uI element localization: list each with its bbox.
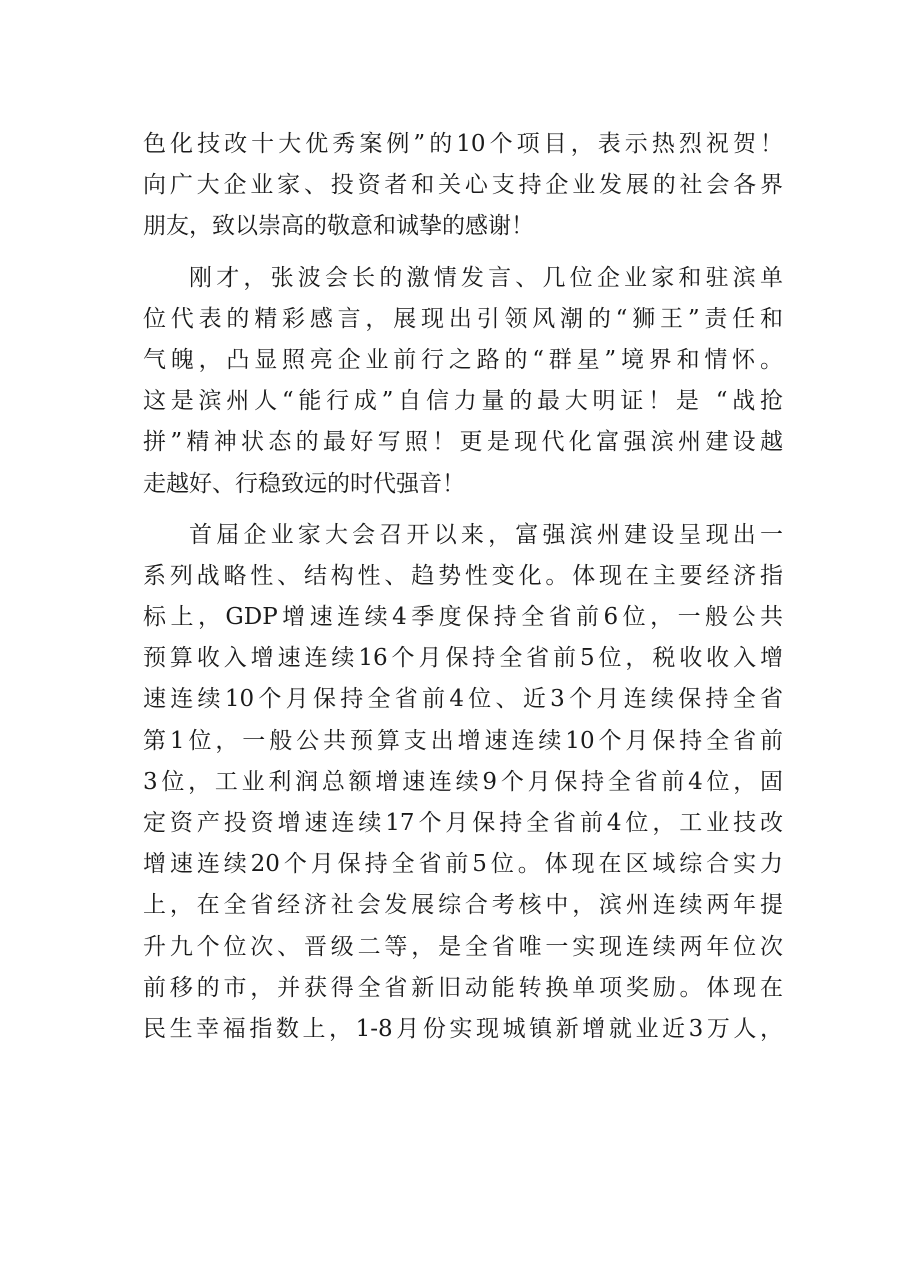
text-line: 第1位，一般公共预算支出增速连续10个月保持全省前	[143, 727, 783, 754]
paragraph-1	[143, 124, 783, 248]
text-line: 定资产投资增速连续17个月保持全省前4位，工业技改	[143, 810, 783, 836]
text-line: 上，在全省经济社会发展综合考核中，滨州连续两年提	[143, 892, 783, 919]
text-line: 升九个位次、晋级二等，是全省唯一实现连续两年位次	[143, 933, 783, 960]
text-line: 速连续10个月保持全省前4位、近3个月连续保持全省	[143, 686, 783, 713]
text-line: 系列战略性、结构性、趋势性变化。体现在主要经济指	[143, 562, 783, 589]
text-line: 标上，GDP增速连续4季度保持全省前6位，一般公共	[143, 604, 783, 631]
text-line: 朋友，致以崇高的敬意和诚挚的感谢！	[143, 213, 534, 240]
body-text	[143, 124, 783, 1050]
text-line: 3位，工业利润总额增速连续9个月保持全省前4位，固	[143, 768, 783, 795]
text-line: 拼”精神状态的最好写照！更是现代化富强滨州建设越	[143, 429, 783, 456]
text-line: 增速连续20个月保持全省前5位。体现在区域综合实力	[143, 851, 783, 878]
text-line: 位代表的精彩感言，展现出引领风潮的“狮王”责任和	[143, 305, 783, 332]
paragraph-2	[143, 258, 783, 505]
text-line: 走越好、行稳致远的时代强音！	[143, 470, 465, 497]
text-line: 民生幸福指数上，1-8月份实现城镇新增就业近3万人，	[143, 1015, 783, 1042]
text-line: 首届企业家大会召开以来，富强滨州建设呈现出一	[189, 521, 783, 548]
paragraph-3	[143, 515, 783, 1050]
text-line: 气魄，凸显照亮企业前行之路的“群星”境界和情怀。	[143, 346, 783, 373]
text-line: 前移的市，并获得全省新旧动能转换单项奖励。体现在	[143, 974, 783, 1001]
text-line: 预算收入增速连续16个月保持全省前5位，税收收入增	[143, 645, 783, 672]
text-line: 向广大企业家、投资者和关心支持企业发展的社会各界	[143, 172, 783, 199]
text-line: 这是滨州人“能行成”自信力量的最大明证！是 “战抢	[143, 388, 783, 415]
text-line: 色化技改十大优秀案例”的10个项目，表示热烈祝贺！	[143, 131, 783, 157]
text-line: 刚才，张波会长的激情发言、几位企业家和驻滨单	[189, 264, 783, 291]
